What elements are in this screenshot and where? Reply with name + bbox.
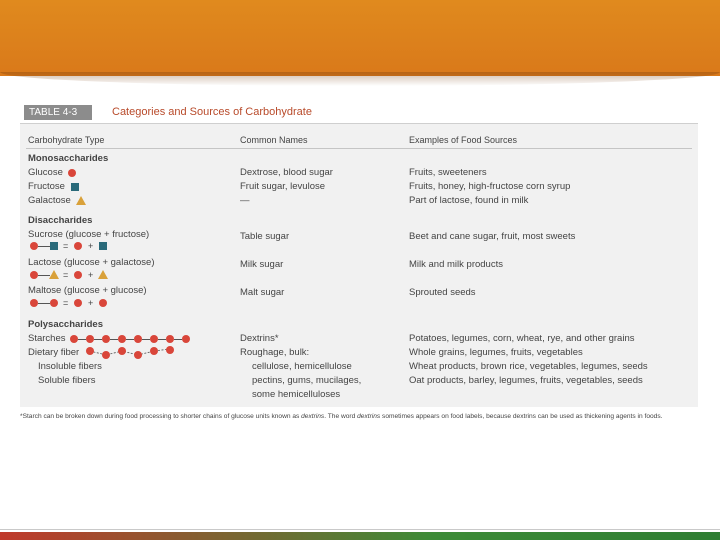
glucose-icon [166, 346, 174, 354]
glucose-icon [102, 351, 110, 359]
fructose-icon [99, 242, 107, 250]
glucose-icon [74, 299, 82, 307]
row-soluble-type: Soluble fibers [38, 375, 96, 386]
plus-sign: + [88, 298, 94, 308]
table-footnote [20, 412, 700, 422]
row-soluble-names-cont: some hemicelluloses [252, 389, 341, 400]
col-header-type: Carbohydrate Type [28, 135, 105, 145]
footnote-emphasis: dextrins [301, 413, 325, 420]
header-rule [26, 148, 692, 149]
fructose-icon [50, 242, 58, 250]
fiber-chain-diagram [86, 345, 178, 359]
header-shadow [0, 72, 720, 86]
glucose-icon [74, 242, 82, 250]
glucose-icon [102, 335, 110, 343]
glucose-icon [118, 347, 126, 355]
glucose-icon [134, 335, 142, 343]
galactose-icon [98, 270, 108, 279]
row-fiber-sources: Whole grains, legumes, fruits, vegetables [409, 347, 583, 358]
row-galactose-sources: Part of lactose, found in milk [409, 195, 529, 206]
glucose-icon [86, 347, 94, 355]
row-fructose-names: Fruit sugar, levulose [240, 181, 326, 192]
table-tag: TABLE 4-3 [24, 105, 92, 120]
glucose-icon [68, 169, 76, 177]
col-header-sources: Examples of Food Sources [409, 135, 518, 145]
galactose-icon [76, 196, 86, 205]
glucose-icon [118, 335, 126, 343]
footer-band [0, 532, 720, 540]
footnote-text: *Starch can be broken down during food processing to shorter chains of glucose units known as [20, 413, 302, 420]
col-header-names: Common Names [240, 135, 308, 145]
row-starches-names: Dextrins* [240, 333, 279, 344]
row-fiber-type: Dietary fiber [28, 347, 80, 358]
glucose-icon [150, 347, 158, 355]
glucose-icon [30, 299, 38, 307]
row-fructose-type: Fructose [28, 181, 65, 192]
carbohydrate-table [20, 101, 698, 407]
footer-rule [0, 529, 720, 530]
row-sucrose-type: Sucrose (glucose + fructose) [28, 229, 150, 240]
row-galactose-type: Galactose [28, 195, 71, 206]
row-sucrose-names: Table sugar [240, 231, 290, 242]
glucose-icon [166, 335, 174, 343]
row-insoluble-names: cellulose, hemicellulose [252, 361, 352, 372]
row-insoluble-sources: Wheat products, brown rice, vegetables, legumes, seeds [409, 361, 648, 372]
row-glucose-names: Dextrose, blood sugar [240, 167, 333, 178]
section-polysaccharides: Polysaccharides [28, 319, 103, 330]
footnote-text: sometimes appears on food labels, because dextrins can be used as thickening agents in foods. [380, 413, 663, 420]
row-soluble-names: pectins, gums, mucilages, [252, 375, 362, 386]
header-band [0, 0, 720, 76]
glucose-icon [182, 335, 190, 343]
glucose-icon [50, 299, 58, 307]
galactose-icon [49, 270, 59, 279]
table-title-row [20, 101, 698, 124]
glucose-icon [99, 299, 107, 307]
row-lactose-names: Milk sugar [240, 259, 284, 270]
footnote-emphasis: dextrins [357, 413, 381, 420]
glucose-icon [86, 335, 94, 343]
row-soluble-sources: Oat products, barley, legumes, fruits, vegetables, seeds [409, 375, 643, 386]
row-galactose-names: — [240, 195, 250, 206]
table-title: Categories and Sources of Carbohydrate [112, 106, 312, 118]
glucose-icon [30, 271, 38, 279]
glucose-icon [74, 271, 82, 279]
row-lactose-type: Lactose (glucose + galactose) [28, 257, 155, 268]
fructose-icon [71, 183, 79, 191]
row-insoluble-type: Insoluble fibers [38, 361, 102, 372]
glucose-icon [150, 335, 158, 343]
row-fructose-sources: Fruits, honey, high-fructose corn syrup [409, 181, 571, 192]
equals-sign: = [63, 270, 69, 280]
row-maltose-names: Malt sugar [240, 287, 285, 298]
row-glucose-sources: Fruits, sweeteners [409, 167, 487, 178]
equals-sign: = [63, 298, 69, 308]
plus-sign: + [88, 241, 94, 251]
row-glucose-type: Glucose [28, 167, 63, 178]
row-lactose-sources: Milk and milk products [409, 259, 503, 270]
glucose-icon [70, 335, 78, 343]
row-starches-sources: Potatoes, legumes, corn, wheat, rye, and other grains [409, 333, 635, 344]
section-monosaccharides: Monosaccharides [28, 153, 109, 164]
row-sucrose-sources: Beet and cane sugar, fruit, most sweets [409, 231, 576, 242]
row-fiber-names: Roughage, bulk: [240, 347, 310, 358]
row-maltose-sources: Sprouted seeds [409, 287, 476, 298]
row-maltose-type: Maltose (glucose + glucose) [28, 285, 147, 296]
section-disaccharides: Disaccharides [28, 215, 93, 226]
footnote-text: . The word [324, 413, 358, 420]
glucose-icon [134, 351, 142, 359]
equals-sign: = [63, 241, 69, 251]
glucose-icon [30, 242, 38, 250]
plus-sign: + [88, 270, 94, 280]
row-starches-type: Starches [28, 333, 66, 344]
